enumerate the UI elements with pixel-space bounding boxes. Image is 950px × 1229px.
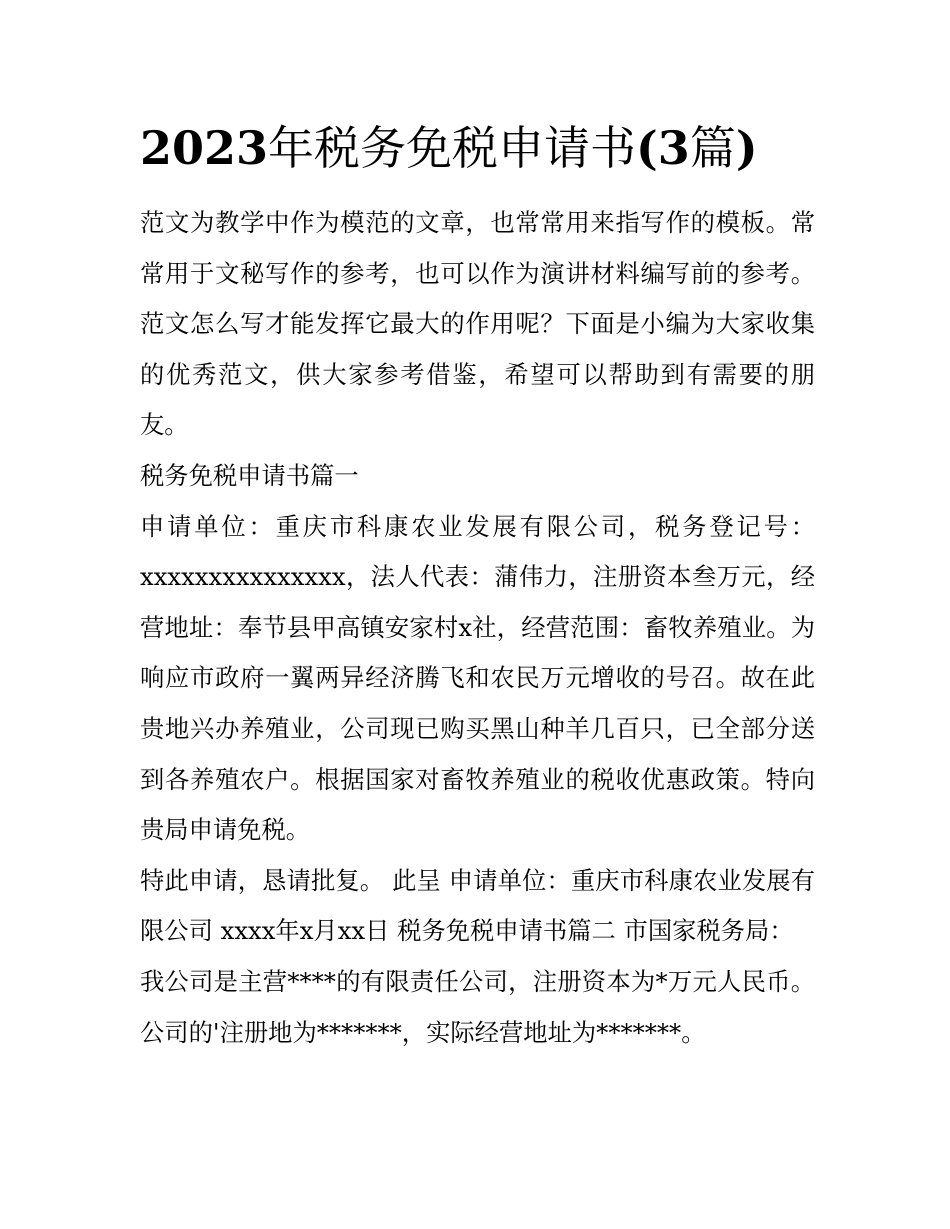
document-body	[140, 198, 815, 1058]
title-count-unit: 篇	[689, 121, 736, 175]
document-title	[140, 112, 840, 184]
closing-paragraph: 特此申请，恳请批复。 此呈 申请单位：重庆市科康农业发展有限公司 xxxx年x月xx日 税务免税申请书篇二 市国家税务局：	[140, 865, 815, 946]
title-year: 2023	[140, 121, 269, 175]
application-paragraph: 申请单位：重庆市科康农业发展有限公司，税务登记号：xxxxxxxxxxxxxxx，法人代表：蒲伟力，注册资本叁万元，经营地址：奉节县甲高镇安家村x社，经营范围：畜牧养殖业。为响应市政府一翼两异经济腾飞和农民万元增收的号召。故在此贵地兴办养殖业，公司现已购买黑山种羊几百只，已全部分送到各养殖农户。根据国家对畜牧养殖业的税收优惠政策。特向贵局申请免税。	[140, 511, 815, 845]
title-name: 年税务免税申请书	[268, 121, 637, 175]
section-heading-part-one: 税务免税申请书篇一	[140, 460, 359, 490]
company-info-paragraph: 我公司是主营****的有限责任公司，注册资本为*万元人民币。公司的'注册地为*******，实际经营地址为*******。	[140, 966, 815, 1047]
title-count-close: )	[735, 121, 758, 175]
intro-paragraph: 范文为教学中作为模范的文章，也常常用来指写作的模板。常常用于文秘写作的参考，也可以作为演讲材料编写前的参考。范文怎么写才能发挥它最大的作用呢？下面是小编为大家收集的优秀范文，供大家参考借鉴，希望可以帮助到有需要的朋友。	[140, 208, 815, 440]
title-count-open: (3	[636, 121, 690, 175]
